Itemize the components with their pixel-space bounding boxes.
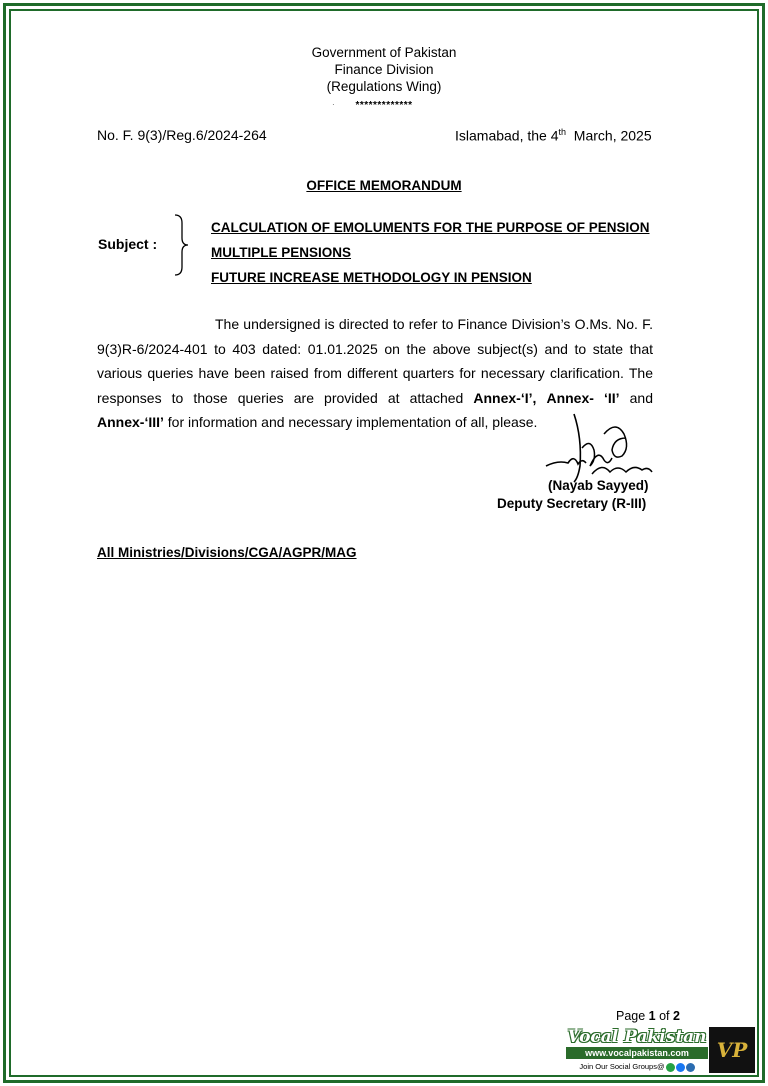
brand-name: Vocal Pakistan (567, 1027, 707, 1047)
page-total: 2 (673, 1009, 680, 1023)
header-stars: ************* (355, 100, 413, 111)
facebook-icon (676, 1063, 685, 1072)
date-prefix: Islamabad, the 4 (455, 127, 559, 144)
brand-social (566, 1061, 708, 1073)
date-suffix: March, 2025 (566, 127, 652, 144)
reference-number: No. F. 9(3)/Reg.6/2024-264 (97, 127, 267, 143)
header-mark: · (332, 100, 335, 109)
header-wing: (Regulations Wing) (326, 79, 442, 94)
date-superscript: th (558, 127, 567, 137)
brand-logo-icon (709, 1027, 755, 1073)
page-current: 1 (648, 1009, 656, 1023)
body-text-1: The undersigned is directed to refer to Finance Division’s O.Ms. No. F. 9(3)R-6/2024-401 to 403 dated: 01.01.2025 on the above subject(s) and to state that various queries have been raised from different quarters for necessary clarification. The responses to those queries are provided at attached (97, 316, 653, 406)
page-border-inner (9, 9, 759, 1077)
subject-line-1: CALCULATION OF EMOLUMENTS FOR THE PURPOSE OF PENSION (211, 220, 650, 235)
logo-text: VP (716, 1038, 748, 1062)
distribution-list: All Ministries/Divisions/CGA/AGPR/MAG (97, 545, 357, 560)
body-and: and (619, 389, 653, 406)
annex-3: Annex-‘III’ (97, 414, 164, 430)
date-line (455, 127, 652, 144)
linkedin-icon (686, 1063, 695, 1072)
signatory-name: (Nayab Sayyed) (548, 478, 649, 493)
header-division: Finance Division (334, 62, 434, 77)
watermark-brand (566, 1028, 708, 1073)
signature-image (538, 408, 658, 486)
page-of: of (655, 1009, 673, 1023)
body-text-2: for information and necessary implementation of all, please. (163, 414, 538, 430)
brace-icon (172, 214, 190, 276)
annex-2: Annex- ‘II’ (546, 389, 620, 406)
page-label: Page (616, 1009, 649, 1023)
memo-title: OFFICE MEMORANDUM (306, 178, 462, 193)
signatory-title: Deputy Secretary (R-III) (497, 496, 647, 511)
header-government: Government of Pakistan (311, 45, 457, 60)
whatsapp-icon (666, 1063, 675, 1072)
page-number (616, 1009, 680, 1023)
annex-1: Annex-‘I’, (473, 389, 537, 406)
social-text: Join Our Social Groups@ (579, 1062, 665, 1071)
subject-label: Subject : (98, 236, 158, 252)
subject-line-2: MULTIPLE PENSIONS (211, 245, 352, 260)
brand-url: www.vocalpakistan.com (566, 1047, 708, 1059)
subject-line-3: FUTURE INCREASE METHODOLOGY IN PENSION (211, 270, 532, 285)
